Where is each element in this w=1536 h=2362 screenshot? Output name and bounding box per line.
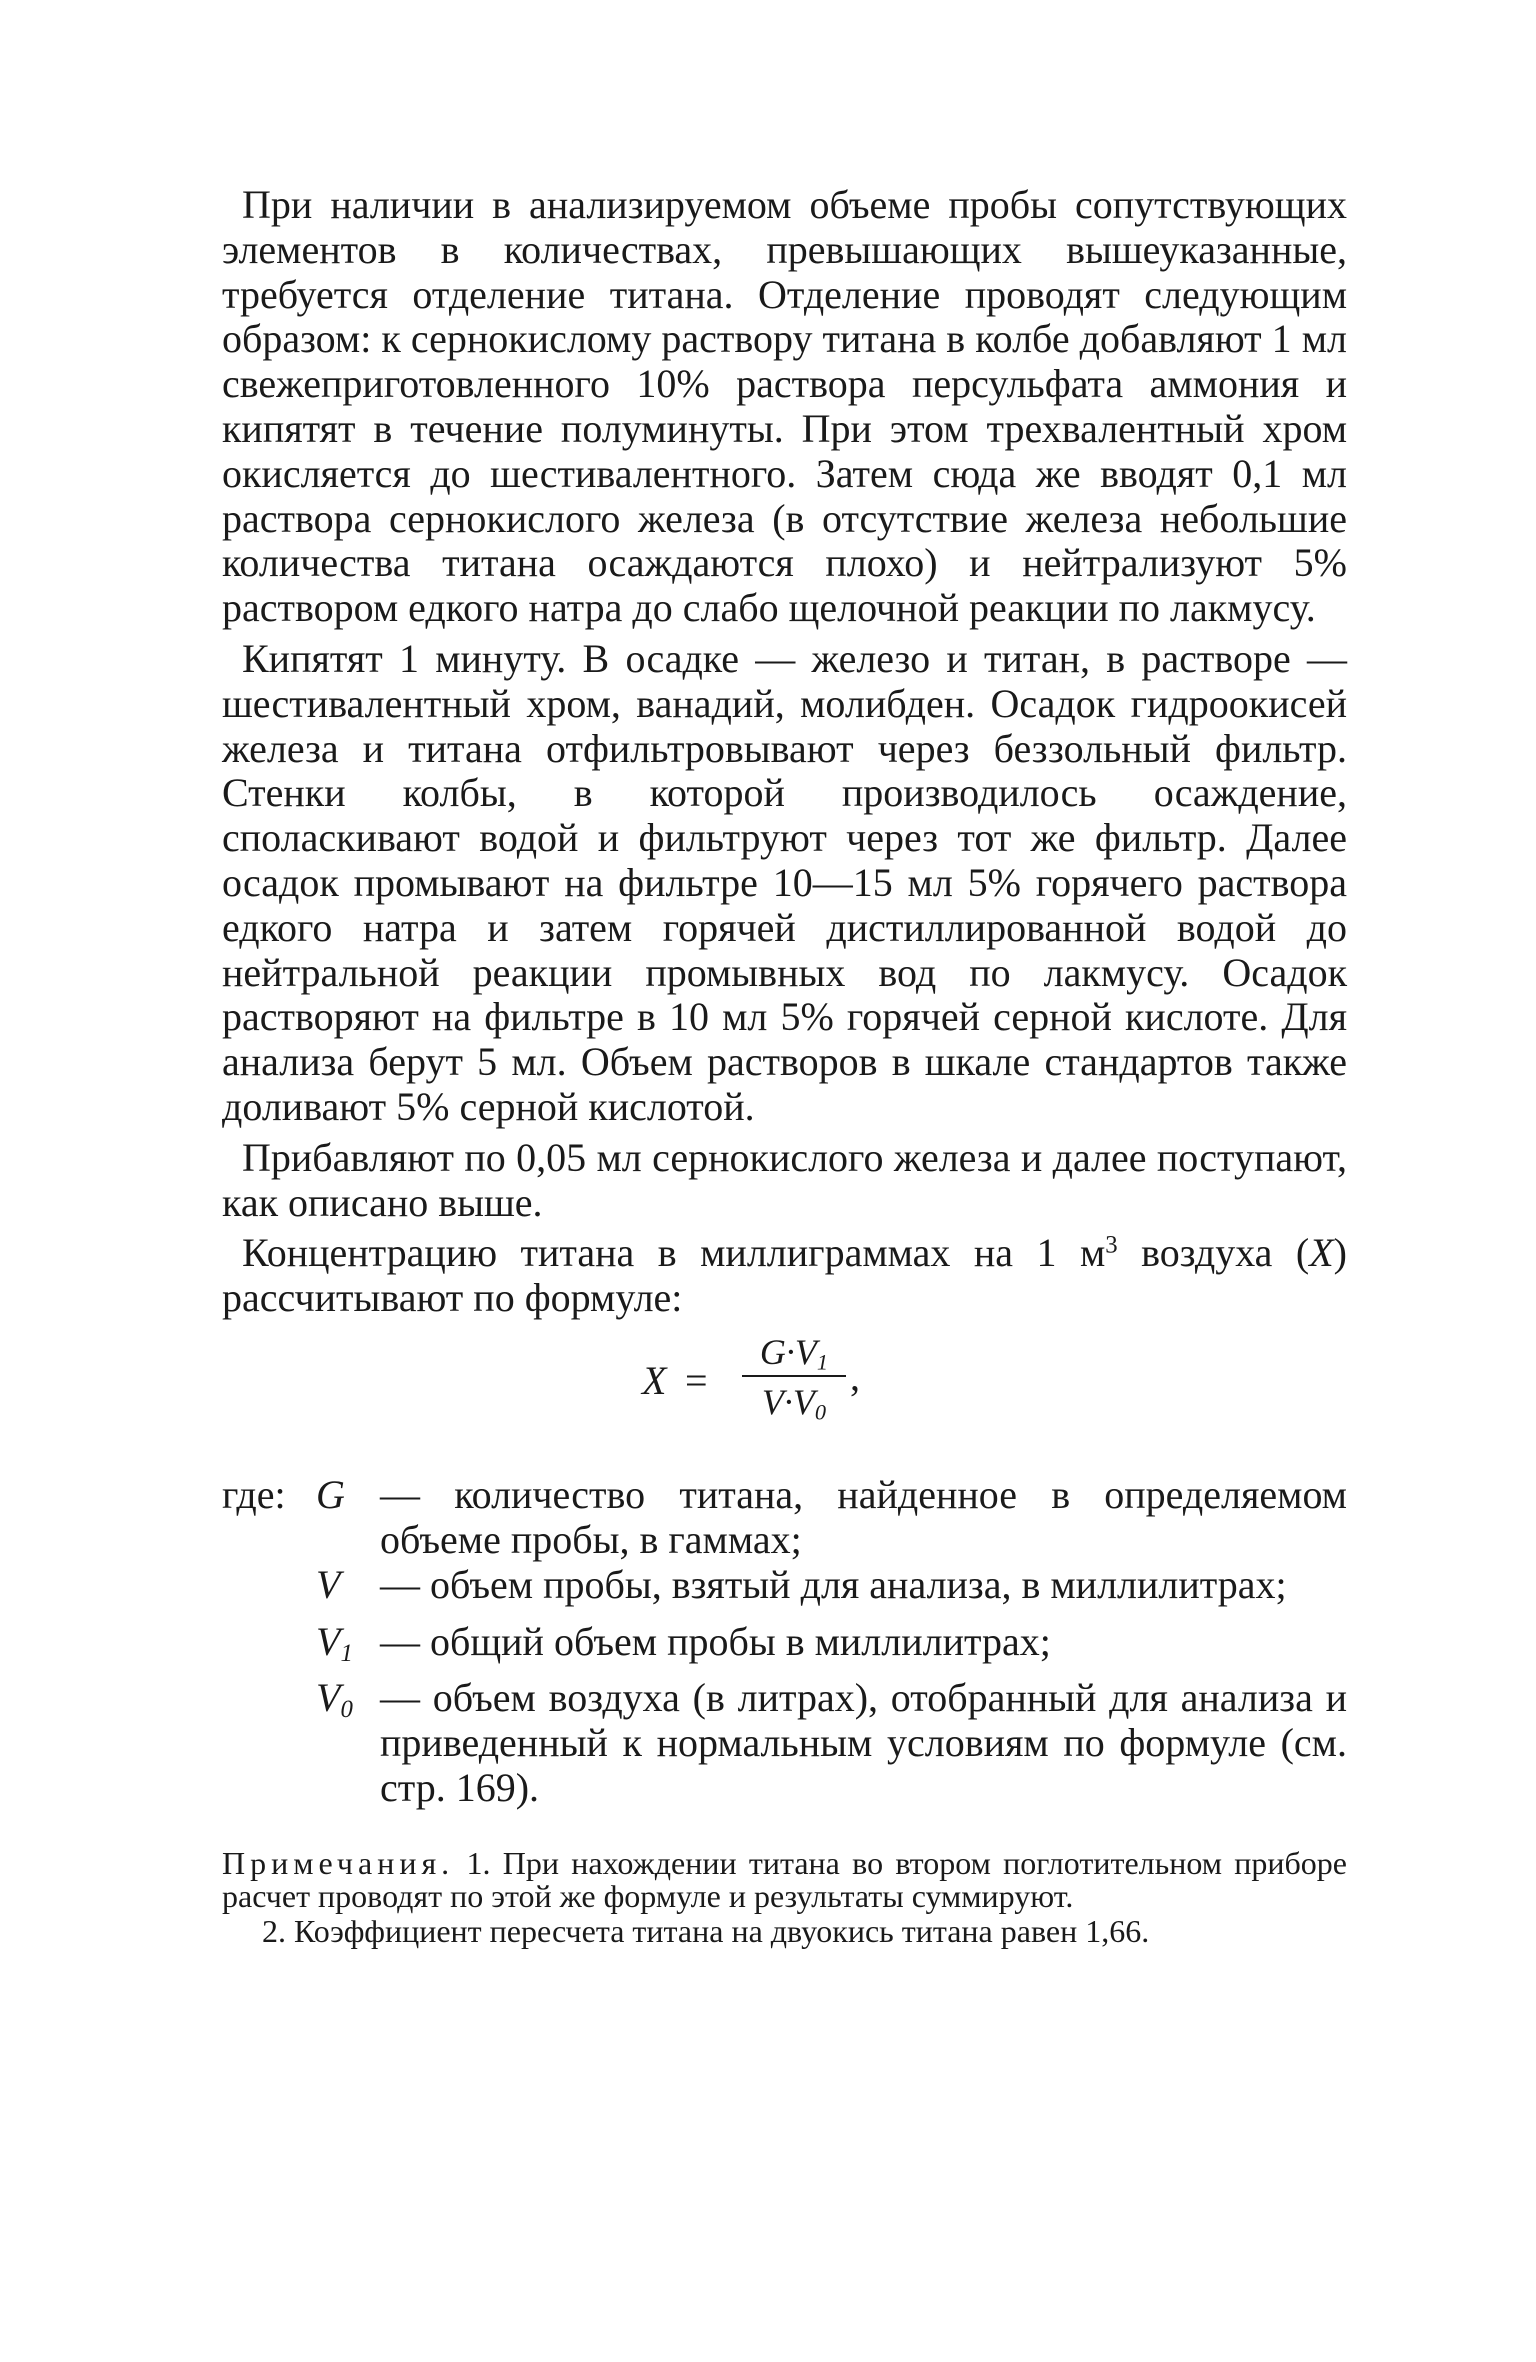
numerator-text: G·V	[759, 1331, 817, 1372]
legend-item	[222, 1676, 1347, 1810]
legend-symbol-text: G	[316, 1471, 345, 1517]
legend-symbol	[316, 1620, 380, 1677]
formula-equals: =	[685, 1357, 708, 1403]
legend-symbol-text: V	[316, 1675, 341, 1721]
legend-item	[222, 1473, 1347, 1563]
legend-item	[222, 1563, 1347, 1620]
legend-symbol	[316, 1473, 380, 1530]
formula-legend	[222, 1473, 1347, 1811]
legend-definition: — общий объем пробы в миллилитрах;	[380, 1618, 1051, 1664]
notes-label: Примечания.	[222, 1844, 455, 1881]
formula-lhs: X	[642, 1357, 667, 1403]
paragraph-concentration	[222, 1231, 1347, 1321]
concentration-formula	[222, 1331, 1347, 1451]
legend-symbol-subscript: 0	[340, 1696, 353, 1724]
legend-symbol	[316, 1676, 380, 1733]
legend-definition: — объем пробы, взятый для анализа, в миллилитрах;	[380, 1561, 1287, 1607]
notes-section	[222, 1844, 1347, 1949]
numerator-subscript: 1	[816, 1349, 829, 1375]
denominator-subscript: 0	[814, 1399, 827, 1425]
note-1-text: 1. При нахождении титана во втором поглотительном приборе расчет проводят по этой же формуле и результаты суммируют.	[222, 1844, 1347, 1914]
legend-where-label: где:	[222, 1471, 286, 1517]
cubic-superscript: 3	[1105, 1231, 1118, 1259]
concentration-text-3: ) рассчитывают по формуле:	[222, 1230, 1347, 1321]
formula-denominator	[742, 1381, 846, 1426]
paragraph-boiling: Кипятят 1 минуту. В осадке — железо и титан, в растворе — шестивалентный хром, ванадий, молибден. Осадок гидроокисей железа и титана отфильтровывают через беззольный фильтр. Стенки колбы, в которой производилось осаждение, споласкивают водой и фильтруют через тот же фильтр. Далее осадок промывают на фильтре 10—15 мл 5% горячего раствора едкого натра и затем горячей дистиллированной водой до нейтральной реакции промывных вод по лакмусу. Осадок растворяют на фильтре в 10 мл 5% горячей серной кислоте. Для анализа берут 5 мл. Объем растворов в шкале стандартов также доливают 5% серной кислотой.	[222, 635, 1347, 1129]
note-2: 2. Коэффициент пересчета титана на двуокись титана равен 1,66.	[262, 1912, 1150, 1949]
legend-item	[222, 1620, 1347, 1677]
legend-definition: — количество титана, найденное в определяемом объеме пробы, в гаммах;	[380, 1471, 1347, 1562]
formula-numerator	[742, 1331, 846, 1376]
paragraph-iron-addition: Прибавляют по 0,05 мл сернокислого железа и далее поступают, как описано выше.	[222, 1134, 1347, 1225]
legend-symbol-subscript: 1	[340, 1639, 353, 1667]
legend-symbol-text: V	[316, 1618, 341, 1664]
fraction-bar	[742, 1375, 846, 1377]
note-1	[222, 1844, 1347, 1914]
formula-comma: ,	[850, 1353, 860, 1399]
concentration-text: Концентрацию титана в миллиграммах на 1 м	[242, 1230, 1106, 1276]
concentration-variable: X	[1309, 1230, 1334, 1276]
document-page	[222, 183, 1347, 1948]
denominator-text: V·V	[761, 1381, 815, 1422]
legend-symbol	[316, 1563, 380, 1620]
paragraph-separation: При наличии в анализируемом объеме пробы сопутствующих элементов в количествах, превышающих вышеуказанные, требуется отделение титана. Отделение проводят следующим образом: к сернокислому раствору титана в колбе добавляют 1 мл свежеприготовленного 10% раствора персульфата аммония и кипятят в течение полуминуты. При этом трехвалентный хром окисляется до шестивалентного. Затем сюда же вводят 0,1 мл раствора сернокислого железа (в отсутствие железа небольшие количества титана осаждаются плохо) и нейтрализуют 5% раствором едкого натра до слабо щелочной реакции по лакмусу.	[222, 182, 1347, 631]
concentration-text-2: воздуха (	[1117, 1230, 1310, 1276]
legend-symbol-text: V	[316, 1561, 341, 1607]
legend-definition: — объем воздуха (в литрах), отобранный для анализа и приведенный к нормальным условиям по формуле (см. стр. 169).	[380, 1675, 1347, 1811]
